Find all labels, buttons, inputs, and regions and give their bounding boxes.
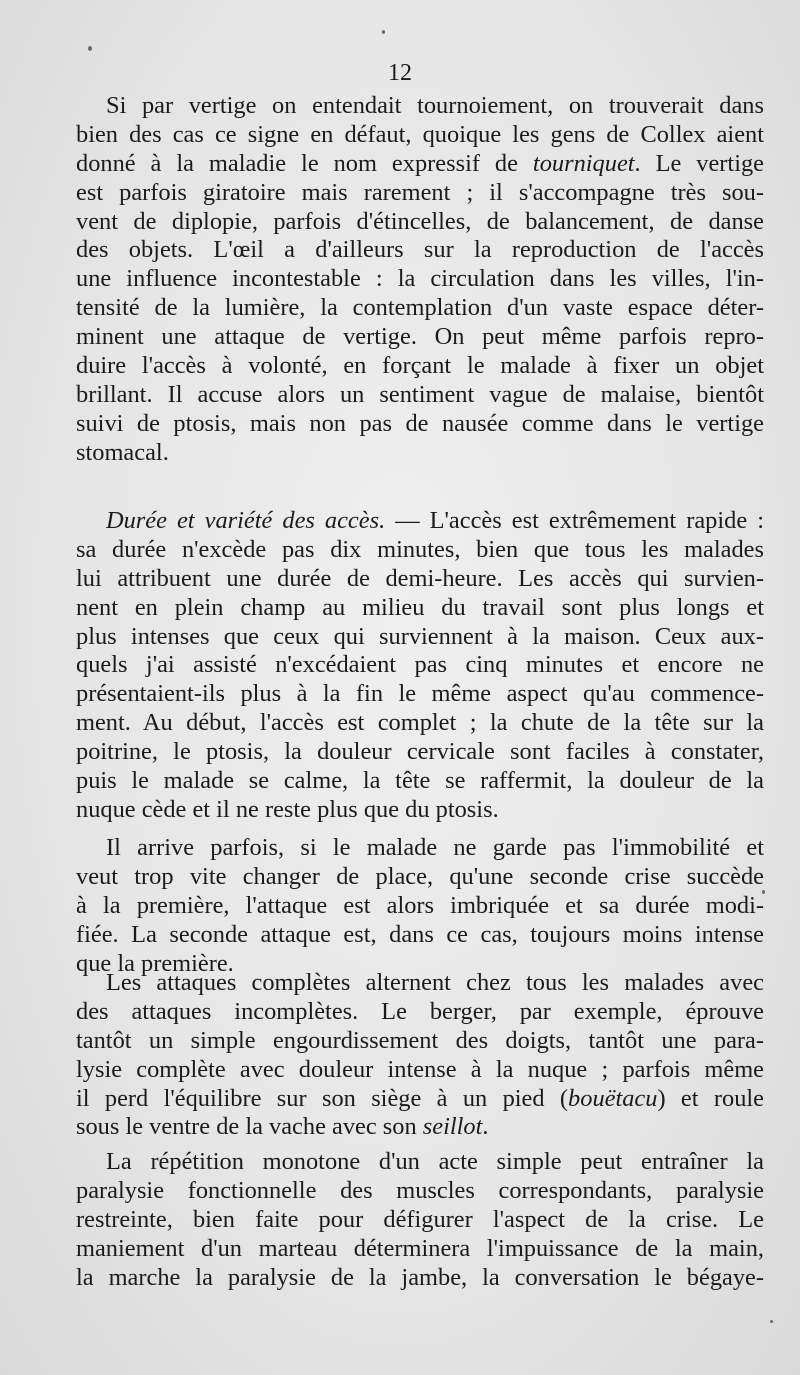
text-segment: .	[482, 1113, 489, 1141]
text-line	[76, 150, 764, 179]
text-line: lysie complète avec douleur intense à la nuque ; parfois même	[76, 1055, 764, 1083]
text-line: La répétition monotone d'un acte simple peut entraîner la	[106, 1148, 764, 1175]
text-line	[76, 1113, 764, 1142]
text-line: Les attaques complètes alternent chez tous les malades avec	[106, 969, 764, 996]
text-segment: — L'accès est extrêmement rapide :	[385, 507, 764, 534]
text-line: vent de diplopie, parfois d'étincelles, de balancement, de danse	[76, 207, 764, 235]
text-line: lui attribuent une durée de demi-heure. Les accès qui survien-	[76, 564, 764, 592]
text-line: paralysie fonctionnelle des muscles correspondants, paralysie	[76, 1176, 764, 1204]
text-line: à la première, l'attaque est alors imbriquée et sa durée modi-	[76, 891, 764, 919]
text-line: Si par vertige on entendait tournoiement, on trouverait dans	[106, 92, 764, 119]
paragraph-attaques	[76, 969, 764, 1142]
text-line: une influence incontestable : la circulation dans les villes, l'in-	[76, 265, 764, 293]
text-line	[76, 507, 764, 536]
text-line: tensité de la lumière, la contemplation d'un vaste espace déter-	[76, 294, 764, 322]
italic-term: tourniquet	[532, 149, 635, 177]
text-line: puis le malade se calme, la tête se raffermit, la douleur de la	[76, 767, 764, 795]
text-line: Il arrive parfois, si le malade ne garde pas l'immobilité et	[106, 834, 764, 861]
text-segment: ) et roule	[657, 1084, 764, 1112]
text-line: nuque cède et il ne reste plus que du ptosis.	[76, 795, 499, 823]
text-line: plus intenses que ceux qui surviennent à la maison. Ceux aux-	[76, 622, 764, 650]
paragraph-duree	[76, 507, 764, 825]
text-line: maniement d'un marteau déterminera l'impuissance de la main,	[76, 1234, 764, 1262]
page-number: 12	[388, 60, 412, 86]
text-line: veut trop vite changer de place, qu'une seconde crise succède	[76, 862, 764, 890]
text-line: que la première.	[76, 949, 234, 977]
paper-speck	[88, 46, 92, 51]
text-segment: donné à la maladie le nom expressif de	[76, 149, 533, 177]
text-line: sa durée n'excède pas dix minutes, bien que tous les malades	[76, 535, 764, 563]
text-segment: il perd l'équilibre sur son siège à un pied (	[76, 1084, 569, 1112]
paragraph-repetition	[76, 1148, 764, 1292]
italic-term: seillot	[422, 1113, 483, 1141]
text-line: présentaient-ils plus à la fin le même aspect qu'au commence-	[76, 680, 764, 708]
paper-speck	[770, 1320, 773, 1323]
italic-term: bouëtacu	[568, 1084, 658, 1112]
text-line: tantôt un simple engourdissement des doigts, tantôt une para-	[76, 1026, 764, 1054]
text-line: suivi de ptosis, mais non pas de nausée comme dans le vertige	[76, 409, 764, 437]
text-line: restreinte, bien faite pour défigurer l'aspect de la crise. Le	[76, 1205, 764, 1233]
text-line: des attaques incomplètes. Le berger, par exemple, éprouve	[76, 997, 764, 1025]
text-line: duire l'accès à volonté, en forçant le malade à fixer un objet	[76, 352, 764, 380]
text-line: minent une attaque de vertige. On peut même parfois repro-	[76, 323, 764, 351]
text-line: quels j'ai assisté n'excédaient pas cinq minutes et encore ne	[76, 651, 764, 679]
text-line: est parfois giratoire mais rarement ; il s'accompagne très sou-	[76, 178, 764, 206]
section-heading: Durée et variété des accès.	[106, 507, 386, 534]
text-segment: sous le ventre de la vache avec son	[76, 1113, 423, 1141]
text-line	[76, 1085, 764, 1114]
text-line: stomacal.	[76, 438, 169, 466]
text-line: la marche la paralysie de la jambe, la conversation le bégaye-	[76, 1263, 764, 1291]
paragraph-vertige	[76, 92, 764, 468]
text-line: fiée. La seconde attaque est, dans ce cas, toujours moins intense	[76, 920, 764, 948]
text-line: bien des cas ce signe en défaut, quoique les gens de Collex aient	[76, 120, 764, 148]
text-line: poitrine, le ptosis, la douleur cervicale sont faciles à constater,	[76, 738, 764, 766]
paper-speck	[382, 30, 385, 34]
text-line: des objets. L'œil a d'ailleurs sur la reproduction de l'accès	[76, 236, 764, 264]
text-line: ment. Au début, l'accès est complet ; la chute de la tête sur la	[76, 709, 764, 737]
text-line: nent en plein champ au milieu du travail sont plus longs et	[76, 593, 764, 621]
paragraph-seconde-crise	[76, 834, 764, 978]
text-segment: . Le vertige	[634, 149, 764, 177]
text-line: brillant. Il accuse alors un sentiment vague de malaise, bientôt	[76, 380, 764, 408]
